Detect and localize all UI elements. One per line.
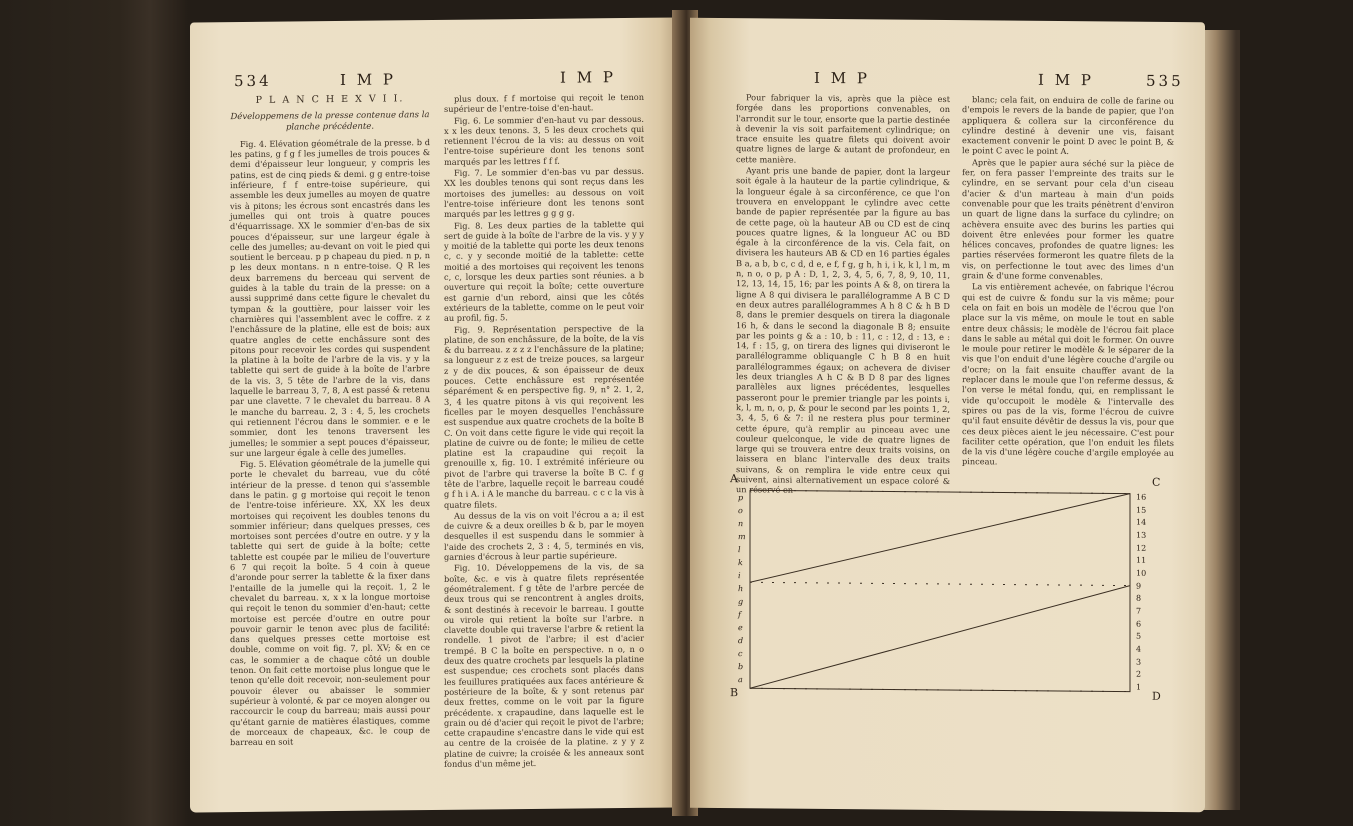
right-page-number: 535 [1146, 71, 1184, 91]
right-running-head: I M P [814, 68, 870, 88]
division-number: 7 [1136, 606, 1142, 616]
left-running-head: I M P [340, 70, 396, 89]
division-number: 4 [1136, 644, 1142, 654]
division-number: 5 [1136, 631, 1142, 642]
right-column-1 [736, 92, 950, 495]
paragraph: Fig. 6. Le sommier d'en-haut vu par dessous. x x les deux tenons. 3, 5 les deux crochets qui retiennent l'écrou de la vis: au dessus on voit l'entre-toise supérieure dont les tenons sont marqués par les lettres f f f. [444, 113, 644, 167]
plate-title: P L A N C H E X V I I. [255, 93, 405, 106]
right-column-2 [962, 94, 1174, 474]
division-letter: c [738, 649, 743, 659]
helix-diagram [728, 472, 1166, 706]
paragraph: Ayant pris une bande de papier, dont la largeur soit égale à la hauteur de la partie cylindrique, & la longueur égale à sa circonférence, ce que l'on trouvera en enveloppant le cylindre avec cette bande de papier représentée par la figure au bas de cette page, où la hauteur AB ou CD est de cinq pouces quatre lignes, & la longueur AC ou BD égale à la circonférence de la vis. Cela fait, on divisera les hauteurs AB & CD en 16 parties égales B a, a b, b c, c d, d e, e f, f g, g h, h i, i k, k l, l m, m n, n o, o p, p A : D, 1, 2, 3, 4, 5, 6, 7, 8, 9, 10, 11, 12, 13, 14, 15, 16; par les points A & 8, on tirera la ligne A 8 qui divisera le parallélogramme A B C D en deux autres parallélogrammes A h 8 C & h B D 8, dans le premier desquels on tirera la diagonale 16 h, & dans le second la diagonale B 8; ensuite par les points g & a : 10, b : 11, c : 12, d : 13, e : 14, f : 15, g, on tirera des lignes qui diviseront le parallélogramme obliquangle C h B 8 en huit parallélogrammes égaux; on achevera de diviser les deux triangles A h C & B D 8 par des lignes parallèles aux lignes précédentes, lesquelles passeront pour le premier triangle par les points i, k, l, m, n, o, p, & pour le second par les points 1, 2, 3, 4, 5, 6 & 7: il ne restera plus pour terminer cette épure, qu'à remplir au pinceau avec une couleur quelconque, le vide de quatre lignes de large qui se trouvera entre deux traits voisins, on laissera en blanc l'intervalle des deux traits suivans, & on remplira le vide entre ceux qui suivent, ainsi alternativement un espace coloré & un réservé en [736, 165, 950, 495]
division-number: 8 [1136, 593, 1142, 604]
division-number: 11 [1136, 555, 1147, 566]
plate-subtitle: Développemens de la presse contenue dans la planche précédente. [230, 110, 430, 133]
division-number: 9 [1136, 581, 1142, 591]
paragraph: Fig. 10. Développemens de la vis, de sa boîte, &c. e vis à quatre filets représentée géométralement. f g tête de l'arbre percée de deux trous qui se rencontrent à angles droits, & sont destinés à recevoir le barreau. I goutte ou virole qui retient la boîte sur l'arbre. n clavette double qui traverse l'arbre & retient la rondelle. 1 pivot de l'arbre; il est d'acier trempé. B C la boîte en perspective. n o, n o deux des quatre crochets par lesquels la platine est suspendue; ces crochets sont placés dans les feuillures pratiquées aux faces antérieure & postérieure de la boîte, & y sont retenus par deux frettes, comme on le voit par la figure précédente. x crapaudine, dans laquelle est le grain ou dé d'acier qui reçoit le pivot de l'arbre; cette crapaudine s'encastre dans le vide qui est au centre de la croisée de la platine. z y y z platine de cuivre; la croisée & les anneaux sont fondus d'un même jet. [444, 561, 644, 769]
division-number: 14 [1136, 517, 1147, 528]
division-letter: o [738, 506, 743, 516]
left-running-head-col2: I M P [560, 68, 616, 87]
division-number: 3 [1136, 657, 1142, 667]
page-edges [1200, 30, 1240, 810]
division-letter: e [738, 623, 743, 633]
division-number: 12 [1136, 543, 1147, 553]
division-number: 10 [1136, 568, 1147, 578]
paragraph: Pour fabriquer la vis, après que la pièce est forgée dans les proportions convenables, on l'arrondit sur le tour, ensorte que la partie destinée à devenir la vis soit parfaitement cylindrique; on trace ensuite les quatre filets qui doivent avoir quatre lignes de large & autant de profondeur, en cette manière. [736, 92, 950, 165]
paragraph: plus doux. f f mortoise qui reçoit le tenon supérieur de l'entre-toise d'en-haut. [444, 91, 644, 115]
division-letter: m [738, 532, 746, 542]
division-letter: l [738, 545, 741, 555]
paragraph: La vis entièrement achevée, on fabrique l'écrou qui est de cuivre & fondu sur la vis même; pour cela on fait en bois un modèle de l'écrou que l'on place sur la vis même, on moule le tout en sable entre deux châssis; le modèle de l'écrou fait place dans le sable au métal qui doit le former. On ouvre le moule pour retirer le modèle & le séparer de la vis que l'on enduit d'une légère couche d'argile ou d'ocre; on la fait ensuite chauffer avant de la replacer dans le moule que l'on referme dessus, & l'on verse le métal fondu, qui, en remplissant le vide qu'occupoit le modèle & l'intervalle des spires ou pas de la vis, forme l'écrou de cuivre qu'il faut ensuite dévêtir de dessus la vis, pour que ces deux pièces aient le jeu nécessaire. C'est pour faciliter cette opération, que l'on enduit les filets de la vis d'une légère couche d'argile employée au pinceau. [962, 281, 1174, 467]
division-number: 13 [1136, 530, 1147, 540]
paragraph: blanc; cela fait, on enduira de colle de farine ou d'empois le revers de la bande de papier, que l'on appliquera & collera sur la circonférence du cylindre destiné à devenir une vis, faisant exactement convenir le point D avec le point B, & le point C avec le point A. [962, 94, 1174, 157]
division-letter: i [738, 571, 741, 581]
division-number: 15 [1136, 505, 1147, 515]
division-letter: k [738, 558, 743, 568]
division-letter: a [738, 675, 743, 685]
division-letter: h [738, 584, 744, 594]
division-number: 2 [1136, 669, 1142, 680]
paragraph: Après que le papier aura séché sur la pièce de fer, on fera passer l'empreinte des traits sur le cylindre, en se servant pour cela d'un ciseau d'acier & d'un marteau à main d'un poids convenable pour que les traits pénètrent d'environ un quart de ligne dans la surface du cylindre; on achèvera ensuite avec des burins les parties qui doivent être enlevées pour former les quatre hélices concaves, profondes de quatre lignes: les parties réservées formeront les quatre filets de la vis, on perfectionne le tout avec des limes d'un grain & d'une forme convenables. [962, 156, 1174, 282]
paragraph: Fig. 8. Les deux parties de la tablette qui sert de guide à la boîte de l'arbre de la vis. y y y y moitié de la tablette qui porte les deux tenons c, c. y y seconde moitié de la tablette: cette moitié a des mortoises qui reçoivent les tenons c, c, lorsque les deux parties sont réunies. a b ouverture qui reçoit la boîte; cette ouverture est garnie d'un rebord, ainsi que les côtés extérieurs de la tablette, comme on le peut voir au profil, fig. 5. [444, 218, 644, 324]
left-page-number: 534 [234, 71, 272, 91]
corner-label-b: B [730, 686, 739, 700]
division-letter: b [738, 662, 744, 672]
division-number: 6 [1136, 619, 1142, 629]
division-letter: g [738, 597, 744, 607]
diagonal-upper [750, 490, 1130, 585]
division-number: 1 [1136, 682, 1142, 692]
left-column-1 [230, 94, 430, 749]
corner-label-d: D [1152, 689, 1161, 703]
division-letter: p [738, 493, 744, 503]
corner-label-a: A [730, 472, 738, 486]
division-letter: d [738, 636, 744, 646]
left-column-2 [444, 92, 644, 770]
paragraph: Fig. 5. Elévation géométrale de la jumelle qui porte le chevalet du barreau, vue du côté intérieur de la presse. d tenon qui s'assemble dans le patin. g g mortoise qui reçoit le tenon de l'entre-toise inférieure. XX, XX les deux mortoises qui reçoivent les doubles tenons du sommier inférieur; dans quelques presses, ces mortoises sont percées d'outre en outre. y y la tablette qui sert de guide à la boîte; cette tablette est coupée par le milieu de l'ouverture 6 7 qui reçoit la boîte. 5 4 coin à queue d'aronde pour serrer la tablette & la fixer dans l'entaille de la jumelle qui la reçoit. 1, 2 le chevalet du barreau. x, x x la longue mortoise qui reçoit le tenon du sommier d'en-haut; cette mortoise est percée d'outre en outre pour pouvoir garnir le tenon avec plus de facilité: dans quelques presses cette mortoise est double, comme on voit fig. 7, pl. XV; & en ce cas, le sommier a de chaque côté un double tenon. On fait cette mortoise plus longue que le tenon qu'elle doit recevoir, non-seulement pour pouvoir élever ou abaisser le sommier supérieur à volonté, & par ce moyen alonger ou raccourcir le coup du barreau; mais aussi pour qu'étant garnie de matières élastiques, comme de morceaux de chapeaux, &c. le coup de barreau en soit [230, 457, 430, 748]
right-running-head-col2: I M P [1038, 70, 1094, 90]
paragraph: Au dessus de la vis on voit l'écrou a a; il est de cuivre & a deux oreilles b & b, par le moyen desquelles il est suspendu dans le sommier à l'aide des crochets 2, 3 : 4, 5, terminés en vis, garnies d'écrous à leur partie supérieure. [444, 508, 644, 562]
diagonal-lower [750, 582, 1130, 691]
right-page [690, 18, 1205, 812]
diagram-frame [750, 490, 1130, 691]
dotted-middle [750, 582, 1130, 585]
left-page [190, 17, 678, 812]
division-letter: f [738, 610, 741, 620]
division-number: 16 [1136, 492, 1147, 502]
corner-label-c: C [1152, 475, 1161, 489]
paragraph: Fig. 7. Le sommier d'en-bas vu par dessus. XX les doubles tenons qui sont reçus dans les mortoises des jumelles: au dessous on voit l'entre-toise inférieure dont les tenons sont marqués par les lettres g g g g. [444, 165, 644, 220]
paragraph: Fig. 9. Représentation perspective de la platine, de son enchâssure, de la boîte, de la vis & du barreau. z z z z l'enchâssure de la platine; sa longueur z z est de treize pouces, sa largeur z y de dix pouces, & son épaisseur de deux pouces. Cette enchâssure est représentée séparément & en perspective fig. 9, n° 2. 1, 2, 3, 4 les quatre pitons à vis qui reçoivent les ficelles par le moyen desquelles l'enchâssure est suspendue aux quatre crochets de la boîte B C. On voit dans cette figure le vide qui reçoit la platine de cuivre ou de fonte; le milieu de cette platine est la crapaudine qui reçoit la grenouille x, fig. 10. I extrémité inférieure ou pivot de l'arbre qui traverse la boîte B C. f g tête de l'arbre, laquelle reçoit le barreau coudé g f h i A. i A le manche du barreau. c c c la vis à quatre filets. [444, 322, 644, 510]
division-letter: n [738, 519, 744, 529]
paragraph: Fig. 4. Elévation géométrale de la presse. b d les patins, g f g f les jumelles de trois pouces & demi d'épaisseur leur longueur, y compris les patins, est de cinq pieds & demi. g g entre-toise inférieure, f f entre-toise supérieure, qui assemble les deux jumelles au moyen de quatre vis à pitons; les écrous sont encastrés dans les jumelles qui ont trois à quatre pouces d'équarrissage. XX le sommier d'en-bas de six pouces d'épaisseur, sur une largeur égale à celle des jumelles; au-devant on voit le pied qui soutient le berceau. p p chapeau du pied. n p, n p les deux montans. n n entre-toise. Q R les deux barremens du berceau qui servent de guides à la table du train de la presse: on a aussi supprimé dans cette figure le chevalet du tympan & la gouttière, pour laisser voir les charnières qui l'assemblent avec le coffre. z z l'enchâssure de la platine, elle est de bois; aux quatre angles de cette enchâssure sont des pitons pour recevoir les cordes qui suspendent la platine à la boîte de l'arbre de la vis. y y la tablette qui sert de guide à la boîte de l'arbre de la vis. 3, 5 tête de l'arbre de la vis, dans laquelle le barreau 3, 7, 8, A est passé & retenu par une clavette. 7 le chevalet du barreau. 8 A le manche du barreau. 2, 3 : 4, 5, les crochets qui retiennent l'écrou dans le sommier. e e le sommier, dont les tenons traversent les jumelles; le sommier a sept pouces d'épaisseur, sur une largeur égale à celle des jumelles. [230, 136, 430, 458]
helix-drawing [728, 472, 1166, 706]
